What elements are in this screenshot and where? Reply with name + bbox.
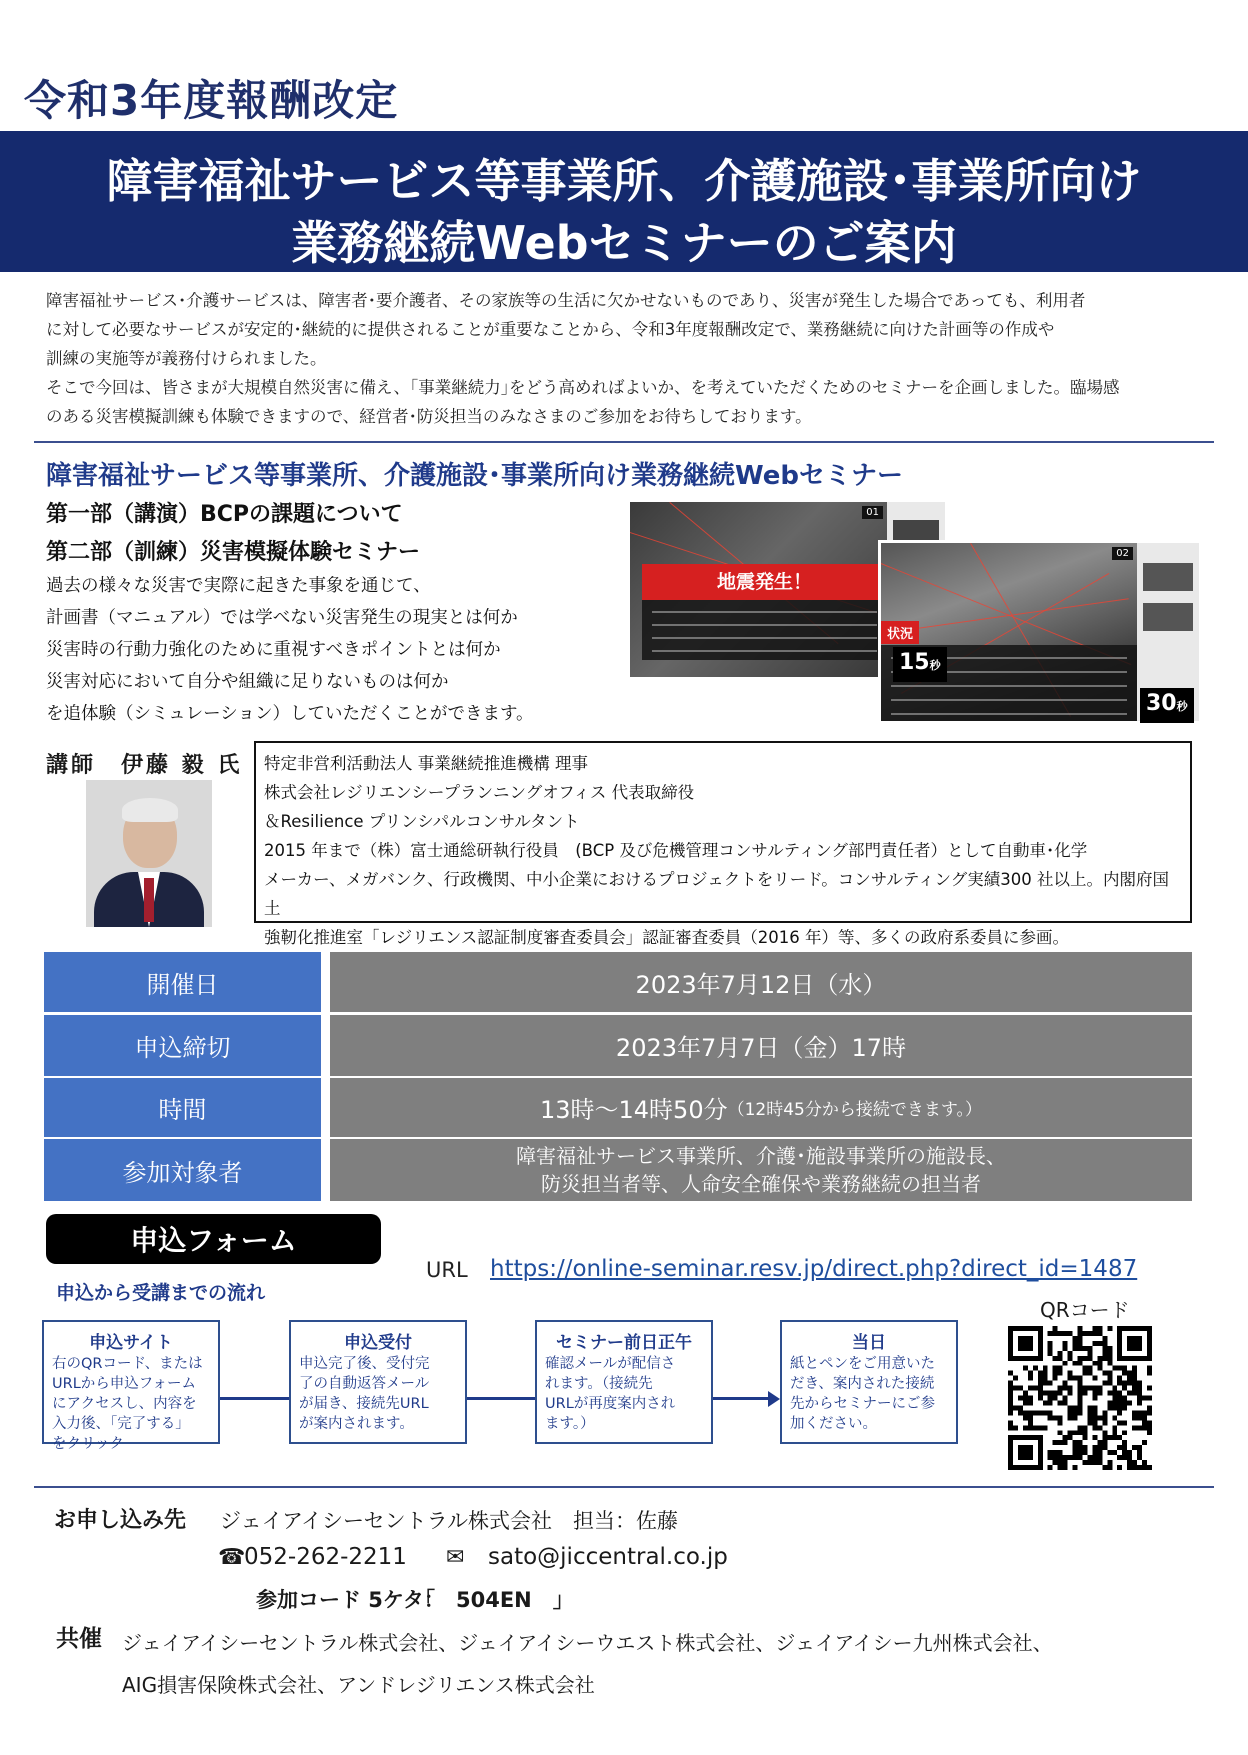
flow-step-apply-site: 申込サイト 右のQRコード、または URLから申込フォーム にアクセスし、内容を 入力後、｢完了する｣ をクリック [42,1320,220,1444]
flow-connector [713,1397,771,1400]
part-1-heading: 第一部（講演）BCPの課題について [46,502,403,527]
lecturer-profile: 特定非営利活動法人 事業継続推進機構 理事 株式会社レジリエンシープランニングオフィス 代表取締役 ＆Resilience プリンシパルコンサルタント 2015 年まで（株）富士通総研執行役員 (BCP 及び危機管理コンサルティング部門責任者）として自動車･化学 メーカー、メガバンク、行政機関、中小企業におけるプロジェクトをリード。コンサルティング実績300 社以上。内閣府国土 強靭化推進室「レジリエンス認証制度審査委員会」認証審査委員（2016 年）等、多くの政府系委員に参画。 [264,754,1169,947]
time-label: 時間 [44,1078,321,1137]
target-value: 障害福祉サービス事業所、介護･施設事業所の施設長、 防災担当者等、人命安全確保や業務継続の担当者 [330,1139,1192,1201]
flow-connector [220,1397,289,1400]
target-label: 参加対象者 [44,1139,321,1201]
deadline-label: 申込締切 [44,1015,321,1076]
title-band [0,131,1248,272]
flow-step-day-before: セミナー前日正午 確認メールが配信さ れます。（接続先 URLが再度案内され ます。） [535,1320,713,1444]
deadline-value: 2023年7月7日（金）17時 [330,1015,1192,1076]
qr-label: QRコード [1040,1298,1130,1322]
participation-code-label: 参加コード 5ケタ： [256,1588,445,1612]
cohost-list: ジェイアイシーセントラル株式会社、ジェイアイシーウエスト株式会社、ジェイアイシー九州株式会社、 AIG損害保険株式会社、アンドレジリエンス株式会社 [122,1631,1053,1697]
date-value: 2023年7月12日（水） [330,952,1192,1012]
email-address[interactable]: sato@jiccentral.co.jp [488,1544,728,1570]
seminar-title: 障害福祉サービス等事業所、介護施設･事業所向け業務継続Webセミナー [46,461,903,491]
countdown-timer: 15秒 [893,647,947,682]
cohost-label: 共催 [56,1626,102,1652]
slide-number: 01 [862,506,883,519]
contact-label: お申し込み先 [54,1508,187,1533]
url-label: URL [426,1258,468,1282]
lecturer-label: 講師 伊藤 毅 氏 [46,753,243,778]
arrow-right-icon [768,1391,780,1407]
divider [34,1486,1214,1488]
caption-box [642,600,887,660]
lecturer-photo [86,780,212,927]
flow-step-accepted: 申込受付 申込完了後、受付完 了の自動返答メール が届き、接続先URL が案内されます。 [289,1320,467,1444]
application-form-badge: 申込フォーム [46,1214,381,1264]
seminar-description: 過去の様々な災害で実際に起きた事象を通じて、 計画書（マニュアル）では学べない災害発生の現実とは何か 災害時の行動力強化のために重視すべきポイントとは何か 災害対応において自分や組織に足りないものは何か を追体験（シミュレーション）していただくことができます。 [46,576,534,724]
intro-paragraph: 障害福祉サービス･介護サービスは、障害者･要介護者、その家族等の生活に欠かせないものであり、災害が発生した場合であっても、利用者 に対して必要なサービスが安定的･継続的に提供されることが重要なことから、令和3年度報酬改定で、業務継続に向けた計画等の作成や 訓練の実施等が義務付けられました。 そこで今回は、皆さまが大規模自然災害に備え、｢事業継続力｣をどう高めればよいか、を考えていただくためのセミナーを企画しました。臨場感 のある災害模擬訓練も体験できますので、経営者･防災担当のみなさまのご参加をお待ちしております。 [46,291,1120,426]
mail-icon: ✉ [446,1545,465,1570]
flow-title: 申込から受講までの流れ [56,1282,266,1304]
phone-icon: ☎ [218,1545,246,1570]
participation-code-value: 「 504EN 」 [414,1588,574,1612]
header-kicker: 令和3年度報酬改定 [24,76,399,125]
contact-company: ジェイアイシーセントラル株式会社 担当：佐藤 [220,1509,679,1533]
date-label: 開催日 [44,952,321,1012]
title-line-2: 業務継続Webセミナーのご案内 [291,216,957,270]
countdown-timer: 30秒 [1140,688,1194,723]
phone-number[interactable]: 052-262-2211 [244,1544,407,1570]
earthquake-banner: 地震発生！ [642,564,887,600]
application-url-link[interactable]: https://online-seminar.resv.jp/direct.php?direct_id=1487 [490,1256,1138,1282]
status-label: 状況 [881,621,919,644]
slide-thumbnail [1143,563,1193,591]
slide-thumbnail [1143,603,1193,631]
qr-code[interactable] [1008,1326,1152,1470]
title-line-1: 障害福祉サービス等事業所、介護施設･事業所向け [106,154,1142,208]
flow-connector [467,1397,535,1400]
part-2-heading: 第二部（訓練）災害模擬体験セミナー [46,540,421,565]
divider [34,441,1214,443]
time-value: 13時～14時50分 （12時45分から接続できます。） [330,1078,1192,1137]
flow-step-seminar-day: 当日 紙とペンをご用意いた だき、案内された接続 先からセミナーにご参 加ください。 [780,1320,958,1444]
slide-number: 02 [1112,547,1133,560]
